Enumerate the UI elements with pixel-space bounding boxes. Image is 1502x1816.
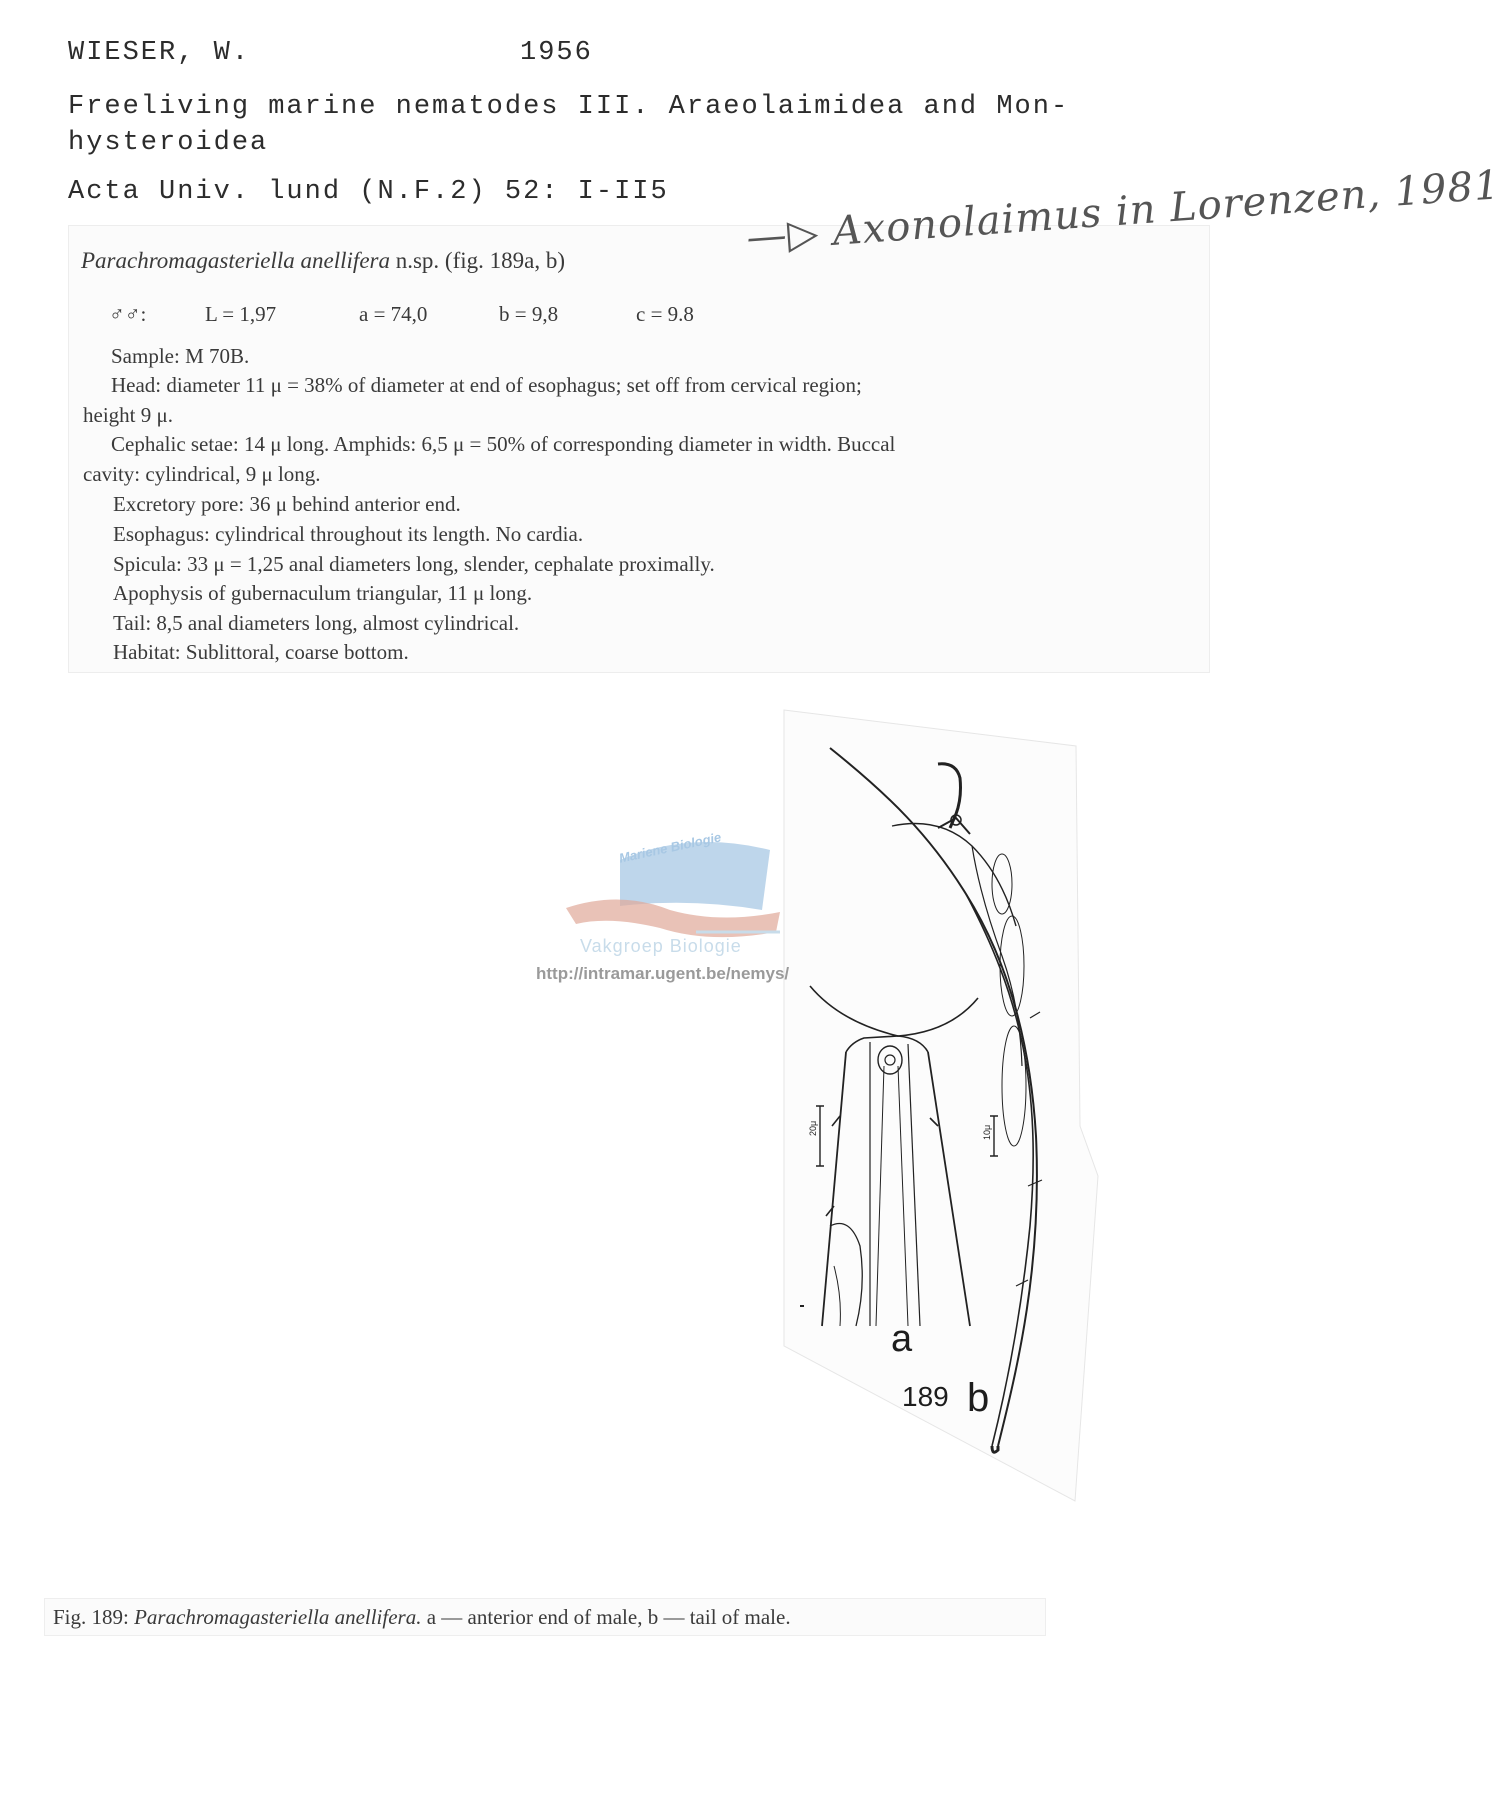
scale-label-b: 10μ bbox=[982, 1124, 992, 1140]
measure-b: b = 9,8 bbox=[499, 302, 559, 326]
watermark-title: Mariene Biologie bbox=[617, 829, 723, 866]
caption-rest: a — anterior end of male, b — tail of male. bbox=[426, 1605, 791, 1629]
desc-line: Cephalic setae: 14 μ long. Amphids: 6,5 μ = 50% of corresponding diameter in width. Buccal bbox=[111, 432, 896, 456]
figure-number: 189 bbox=[902, 1381, 949, 1412]
journal-reference: Acta Univ. lund (N.F.2) 52: I-II5 bbox=[68, 177, 669, 207]
description-clipping bbox=[68, 225, 1210, 673]
caption-species: Parachromagasteriella anellifera. bbox=[134, 1605, 422, 1629]
measure-L: L = 1,97 bbox=[205, 302, 277, 326]
desc-line: Esophagus: cylindrical throughout its length. No cardia. bbox=[113, 522, 584, 546]
author: WIESER, W. bbox=[68, 38, 251, 68]
caption-text bbox=[53, 1605, 791, 1630]
figure-label-b: b bbox=[967, 1376, 990, 1420]
caption-prefix: Fig. 189: bbox=[53, 1605, 129, 1629]
measure-a: a = 74,0 bbox=[359, 302, 428, 326]
desc-line: Sample: M 70B. bbox=[111, 344, 250, 368]
desc-line: Tail: 8,5 anal diameters long, almost cylindrical. bbox=[113, 611, 520, 635]
year: 1956 bbox=[520, 38, 593, 68]
desc-line: Head: diameter 11 μ = 38% of diameter at end of esophagus; set off from cervical region; bbox=[111, 373, 862, 397]
sex-symbol: ♂♂: bbox=[109, 302, 147, 326]
watermark-group: Vakgroep Biologie bbox=[580, 936, 742, 956]
desc-line: Habitat: Sublittoral, coarse bottom. bbox=[113, 640, 409, 664]
species-heading bbox=[81, 248, 565, 274]
watermark-url: http://intramar.ugent.be/nemys/ bbox=[536, 964, 790, 983]
desc-line: Apophysis of gubernaculum triangular, 11 μ long. bbox=[113, 581, 533, 605]
species-suffix: n.sp. (fig. 189a, b) bbox=[395, 248, 566, 273]
desc-line: height 9 μ. bbox=[83, 403, 173, 427]
scale-label-a: 20μ bbox=[808, 1120, 818, 1136]
measure-c: c = 9.8 bbox=[636, 302, 694, 326]
handwritten-annotation: —▷ Axonolaimus in Lorenzen, 1981 bbox=[745, 162, 1502, 261]
desc-line: cavity: cylindrical, 9 μ long. bbox=[83, 462, 321, 486]
species-name: Parachromagasteriella anellifera bbox=[81, 248, 390, 273]
title-line-2: hysteroidea bbox=[68, 128, 269, 158]
title-line-1: Freeliving marine nematodes III. Araeolaimidea and Mon- bbox=[68, 92, 1070, 122]
figure-label-a: a bbox=[891, 1318, 913, 1360]
desc-line: Spicula: 33 μ = 1,25 anal diameters long, slender, cephalate proximally. bbox=[113, 552, 715, 576]
figure-caption bbox=[44, 1598, 1046, 1636]
desc-line: Excretory pore: 36 μ behind anterior end. bbox=[113, 492, 461, 516]
